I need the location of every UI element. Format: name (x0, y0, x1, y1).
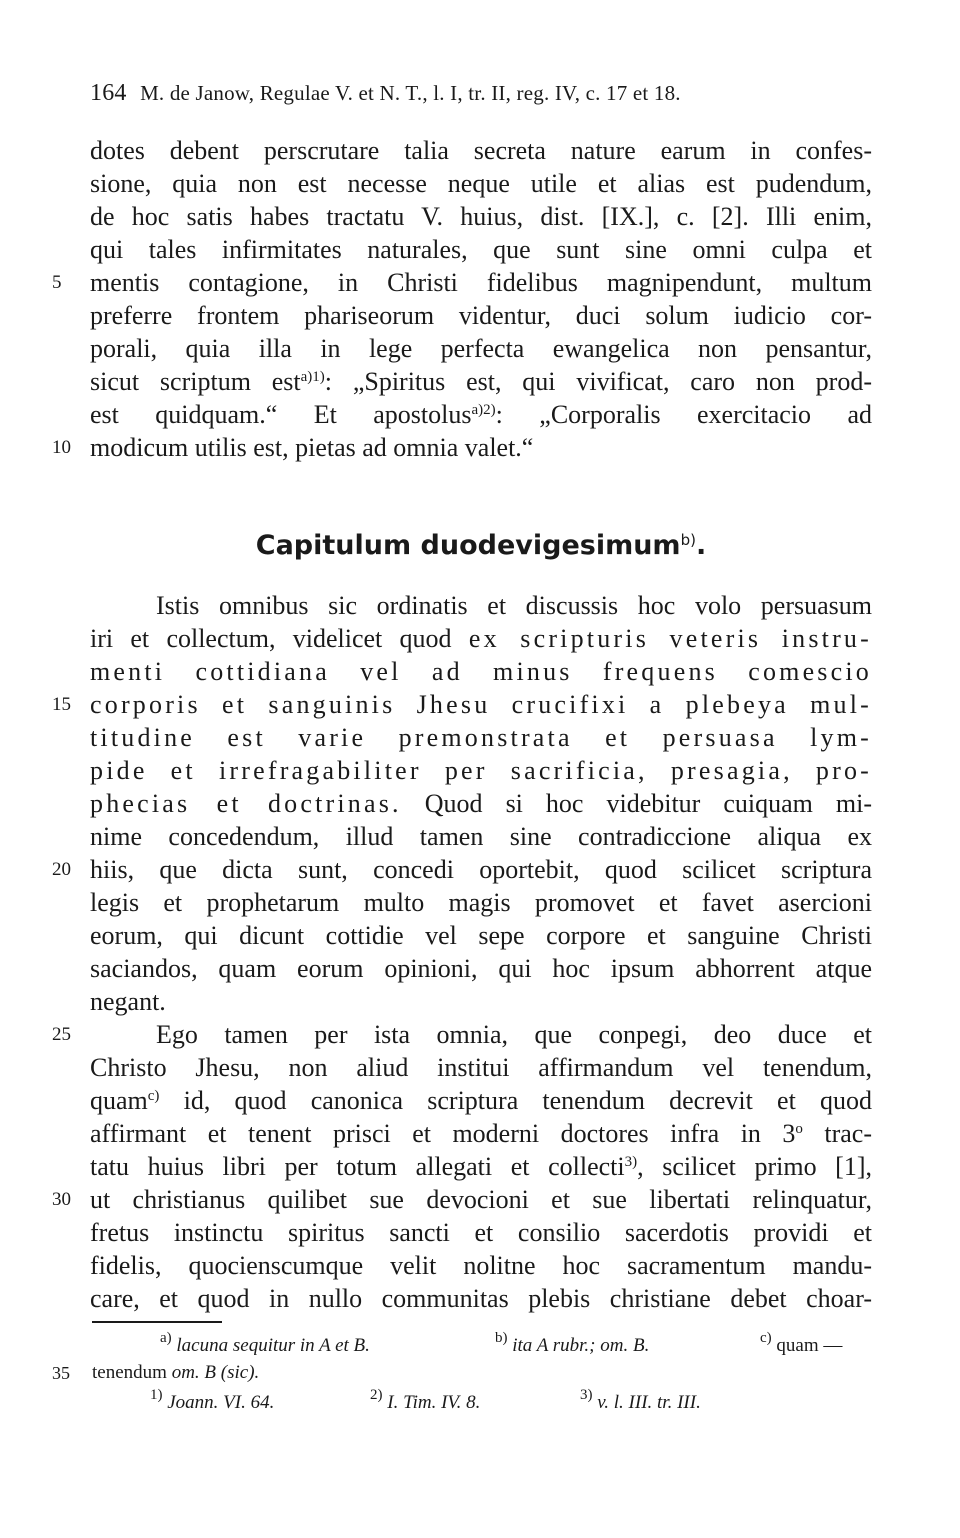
footnote-ref: a) (300, 369, 313, 385)
text-line: fretus instinctu spiritus sancti et consilio sacerdotis providi et (90, 1218, 872, 1247)
text-line: hiis, que dicta sunt, concedi oportebit, quod scilicet scriptura (90, 855, 872, 884)
chapter-heading: Capitulum duodevigesimum$^{b)}$. (255, 530, 707, 561)
text-line: qui tales infirmitates naturales, que sunt sine omni culpa et (90, 235, 872, 264)
text-line: nime concedendum, illud tamen sine contradiccione aliqua ex (90, 822, 872, 851)
line-number: 20 (52, 859, 71, 880)
text-line: tatu huius libri per totum allegati et collecti$^{3)}$, scilicet primo [1], (90, 1152, 872, 1181)
text-line: sicut scriptum est$^{a)1)}$: „Spiritus est, qui vivificat, caro non prod- (90, 367, 872, 396)
footnote-c: $^{c)}$ quam — (760, 1330, 843, 1356)
footnote-rule (92, 1321, 222, 1323)
text-line: affirmant et tenent prisci et moderni doctores infra in 3$^o$ trac- (90, 1119, 873, 1148)
text-line: titudine est varie premonstrata et persuasa lym- (90, 723, 872, 752)
text-line: est quidquam.“ Et apostolus$^{a)2)}$: „Corporalis exercitacio ad (90, 400, 872, 429)
text-line: negant. (90, 987, 166, 1016)
text-line: Istis omnibus sic ordinatis et discussis hoc volo persuasum (156, 591, 872, 620)
text-line: eorum, qui dicunt cottidie vel sepe corpore et sanguine Christi (90, 921, 872, 950)
text-line: pide et irrefragabiliter per sacrificia, presagia, pro- (90, 756, 872, 785)
text-line: corporis et sanguinis Jhesu crucifixi a plebeya mul- (90, 690, 872, 719)
text-line: porali, quia illa in lege perfecta ewangelica non pensantur, (90, 334, 872, 363)
text-line: legis et prophetarum multo magis promovet et favet asercioni (90, 888, 872, 917)
text-line: iri et collectum, videlicet quod ex scripturis veteris instru- (90, 624, 872, 653)
page-number: 164 (90, 80, 127, 106)
footnote-2: $^{2)}$ I. Tim. IV. 8. (370, 1387, 481, 1413)
text-line: ut christianus quilibet sue devocioni et sue libertati relinquatur, (90, 1185, 872, 1214)
text-line: quam$^{c)}$ id, quod canonica scriptura tenendum decrevit et quod (90, 1086, 872, 1115)
text-line: saciandos, quam eorum opinioni, qui hoc ipsum abhorrent atque (90, 954, 872, 983)
line-number: 35 (52, 1363, 70, 1383)
line-number: 10 (52, 437, 71, 458)
text-line: modicum utilis est, pietas ad omnia valet.“ (90, 433, 534, 462)
line-number: 30 (52, 1189, 71, 1210)
text-line: de hoc satis habes tractatu V. huius, dist. [IX.], c. [2]. Illi enim, (90, 202, 872, 231)
text-line: care, et quod in nullo communitas plebis christiane debet choar- (90, 1284, 872, 1313)
text-line: dotes debent perscrutare talia secreta nature earum in confes- (90, 136, 872, 165)
footnote-ref: c) (147, 1088, 160, 1104)
line-number: 25 (52, 1024, 71, 1045)
footnote-1: $^{1)}$ Joann. VI. 64. (150, 1387, 275, 1413)
text-line: sione, quia non est necesse neque utile et alias est pudendum, (90, 169, 872, 198)
line-number: 5 (52, 272, 62, 293)
footnote-b: $^{b)}$ ita A rubr.; om. B. (495, 1330, 650, 1356)
footnote-ref: 2) (483, 402, 496, 418)
footnote-ref: a) (471, 402, 484, 418)
line-number: 15 (52, 694, 71, 715)
footnote-3: $^{3)}$ v. l. III. tr. III. (580, 1387, 701, 1413)
text-line: menti cottidiana vel ad minus frequens comescio (90, 657, 872, 686)
footnote-ref: 1) (312, 369, 325, 385)
footnote-ref: 3) (624, 1154, 638, 1170)
running-title: M. de Janow, Regulae V. et N. T., l. I, tr. II, reg. IV, c. 17 et 18. (140, 81, 681, 105)
footnote-a: $^{a)}$ lacuna sequitur in A et B. (160, 1330, 370, 1356)
text-line: preferre frontem phariseorum videntur, duci solum iudicio cor- (90, 301, 872, 330)
text-line: fidelis, quocienscumque velit nolitne hoc sacramentum mandu- (90, 1251, 872, 1280)
text-line: Ego tamen per ista omnia, que conpegi, deo duce et (156, 1020, 872, 1049)
text-line: mentis contagione, in Christi fidelibus magnipendunt, multum (90, 268, 872, 297)
text-line: phecias et doctrinas. Quod si hoc videbitur cuiquam mi- (90, 789, 872, 818)
footnote-c-cont: tenendum om. B (sic). (92, 1362, 260, 1383)
running-header (90, 80, 870, 110)
footnote-ref: b) (680, 531, 696, 549)
text-line: Christo Jhesu, non aliud institui affirmandum vel tenendum, (90, 1053, 872, 1082)
